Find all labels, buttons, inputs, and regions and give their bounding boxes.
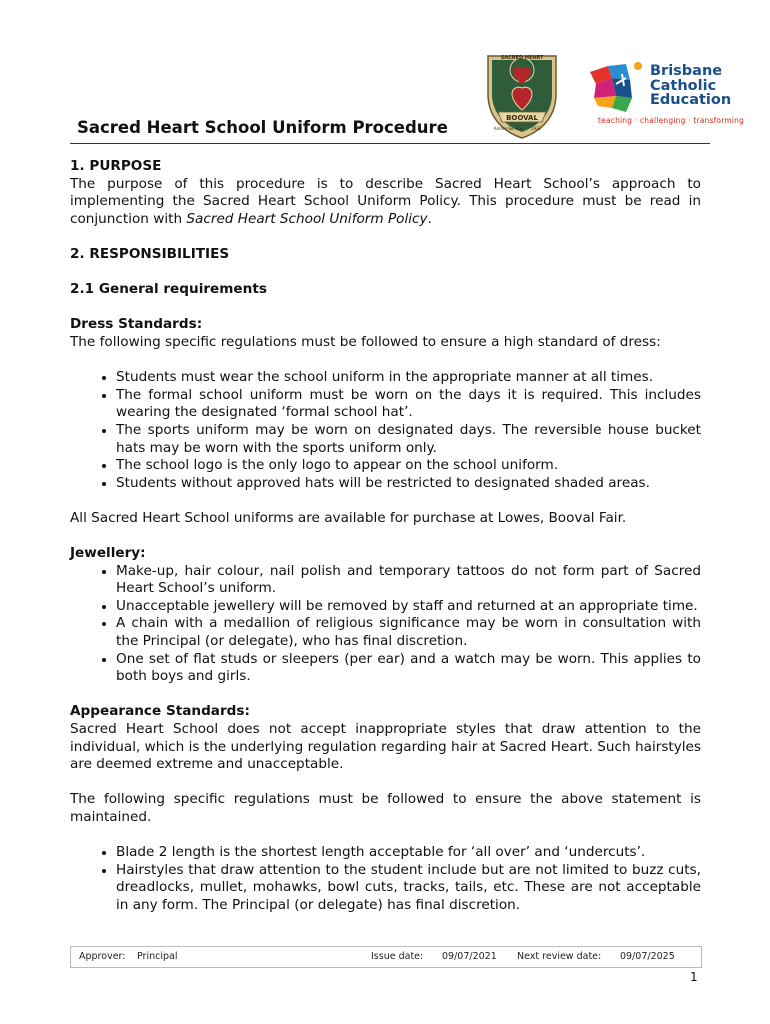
general-requirements-heading: 2.1 General requirements [70,281,267,298]
sacred-heart-crest-logo [482,48,562,140]
list-item: • Students without approved hats will be restricted to designated shaded areas. [116,475,701,493]
purpose-paragraph [70,176,701,229]
list-item: • Blade 2 length is the shortest length acceptable for ‘all over’ and ‘undercuts’. [116,844,701,862]
list-item: • One set of flat studs or sleepers (per ear) and a watch may be worn. This applies to both boys and girls. [116,651,701,686]
issue-date-value: 09/07/2021 [442,951,497,962]
bce-line-1: Brisbane [650,63,723,79]
list-item: • The school logo is the only logo to appear on the school uniform. [116,457,701,475]
purpose-heading: 1. PURPOSE [70,158,162,174]
review-date-value: 09/07/2025 [620,951,675,962]
approver-label: Approver: [79,951,126,962]
list-item: • The sports uniform may be worn on designated days. The reversible house bucket hats may be worn with the sports uniform only. [116,422,701,457]
list-item: • Hairstyles that draw attention to the student include but are not limited to buzz cuts, dreadlocks, mullet, mohawks, bowl cuts, tracks, tails, etc. These are not acceptable in any form. The Principal (or delegate) has final discretion. [116,862,701,915]
bce-tagline: teaching · challenging · transforming [598,116,745,125]
crest-top-text: SACRED HEART [500,55,544,61]
list-item: • Make-up, hair colour, nail polish and temporary tattoos do not form part of Sacred Heart School’s uniform. [116,563,701,598]
crest-year: 1932 [530,126,542,131]
bce-logo [582,58,745,128]
approver-value: Principal [137,951,178,962]
bce-line-3: Education [650,92,732,108]
document-footer [70,946,702,968]
document-title: Sacred Heart School Uniform Procedure [77,118,448,137]
list-item: • A chain with a medallion of religious significance may be worn in consultation with the Principal (or delegate), who has final discretion. [116,615,701,650]
policy-reference: Sacred Heart School Uniform Policy [186,210,428,227]
list-item: • The formal school uniform must be worn on the days it is required. This includes wearing the designated ‘formal school hat’. [116,387,701,422]
appearance-paragraph-1: Sacred Heart School does not accept inappropriate styles that draw attention to the individual, which is the underlying regulation regarding hair at Sacred Heart. Such hairstyles are deemed extreme and unacceptable. [70,721,701,773]
issue-date-label: Issue date: [371,951,424,962]
page-number: 1 [690,970,698,984]
header-divider [70,143,710,144]
purpose-period: . [427,210,432,227]
jewellery-heading: Jewellery: [70,545,146,562]
bce-map-icon [582,58,648,116]
appearance-standards-heading: Appearance Standards: [70,703,250,720]
dress-standards-list [70,369,701,492]
jewellery-list [70,563,701,686]
list-item: • Students must wear the school uniform in the appropriate manner at all times. [116,369,701,387]
document-header [70,48,745,144]
bce-wordmark [650,64,731,108]
list-item: • Unacceptable jewellery will be removed by staff and returned at an appropriate time. [116,598,701,616]
appearance-paragraph-2: The following specific regulations must be followed to ensure the above statement is maintained. [70,791,701,825]
purpose-text: The purpose of this procedure is to describe Sacred Heart School’s approach to implementing the Sacred Heart School Uniform Policy. This procedure must be read in conjunction with [70,175,701,227]
dress-standards-heading: Dress Standards: [70,316,203,333]
uniform-purchase-note: All Sacred Heart School uniforms are available for purchase at Lowes, Booval Fair. [70,509,627,526]
document-body [70,158,701,915]
review-date-label: Next review date: [517,951,602,962]
appearance-list [70,844,701,914]
crest-motto: Amare Servire [493,126,523,131]
crest-banner-text: BOOVAL [506,114,538,122]
bce-line-2: Catholic [650,77,717,94]
dress-standards-intro: The following specific regulations must be followed to ensure a high standard of dress: [70,333,661,350]
responsibilities-heading: 2. RESPONSIBILITIES [70,245,230,262]
